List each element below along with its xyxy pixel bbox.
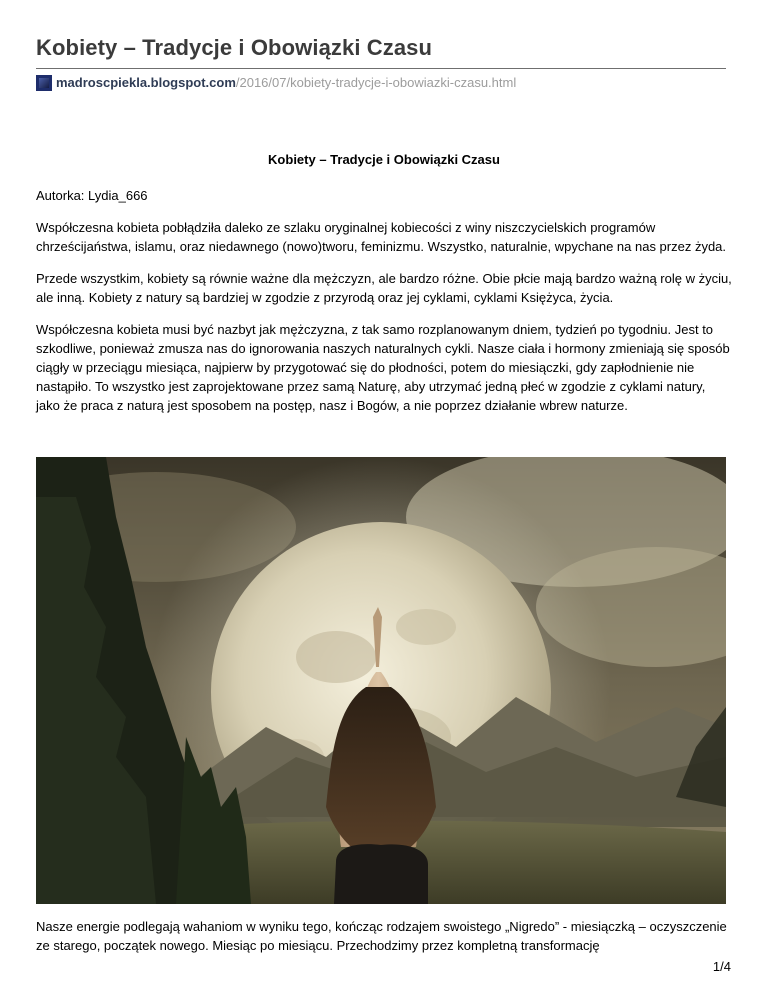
article-author: Autorka: Lydia_666 [36,188,148,203]
page-title: Kobiety – Tradycje i Obowiązki Czasu [36,35,433,60]
paragraph-after-image: Nasze energie podlegają wahaniom w wyniku tego, kończąc rodzajem swoistego „Nigredo” - miesiączką – oczyszczenie ze starego, początek nowego. Miesiąc po miesiącu. Przechodzimy przez kompletną transformację [36,919,727,953]
paragraph-3: Współczesna kobieta musi być nazbyt jak mężczyzna, z tak samo rozplanowanym dniem, tydzień po tygodniu. Jest to szkodliwe, ponieważ zmusza nas do ignorowania naszych naturalnych cykli. Nasze ciała i hormony zmieniają się sposób ciągły w przeciągu miesiąca, najpierw by przygotować się do płodności, potem do miesiączki, gdy zapłodnienie nie nastąpiło. To wszystko jest zaprojektowane przez samą Naturę, aby utrzymać jedną płeć w zgodzie z cyklami natury, jako że praca z naturą jest sposobem na postęp, nasz i Bogów, a nie poprzez działanie wbrew naturze. [36,322,730,413]
article-title: Kobiety – Tradycje i Obowiązki Czasu [268,152,500,167]
blogger-favicon-icon [36,75,52,91]
page-number: 1/4 [712,959,731,974]
source-line [36,74,726,92]
source-domain-link[interactable]: madroscpiekla.blogspot.com [56,75,236,90]
source-url-path: /2016/07/kobiety-tradycje-i-obowiazki-czasu.html [235,75,517,90]
paragraph-1: Współczesna kobieta pobłądziła daleko ze szlaku oryginalnej kobiecości z winy niszczycielskich programów chrześcijaństwa, islamu, oraz niedawnego (nowo)tworu, feminizmu. Wszystko, naturalnie, wpychane na nas przez żyda. [36,220,727,254]
paragraph-2: Przede wszystkim, kobiety są równie ważne dla mężczyzn, ale bardzo różne. Obie płcie mają bardzo ważną rolę w życiu, ale inną. Kobiety z natury są bardziej w zgodzie z przyrodą oraz jej cyklami, cyklami Księżyca, życia. [36,271,732,305]
article-image [36,457,726,904]
title-divider [36,68,726,69]
page-header [36,32,726,92]
article-content [36,150,732,428]
